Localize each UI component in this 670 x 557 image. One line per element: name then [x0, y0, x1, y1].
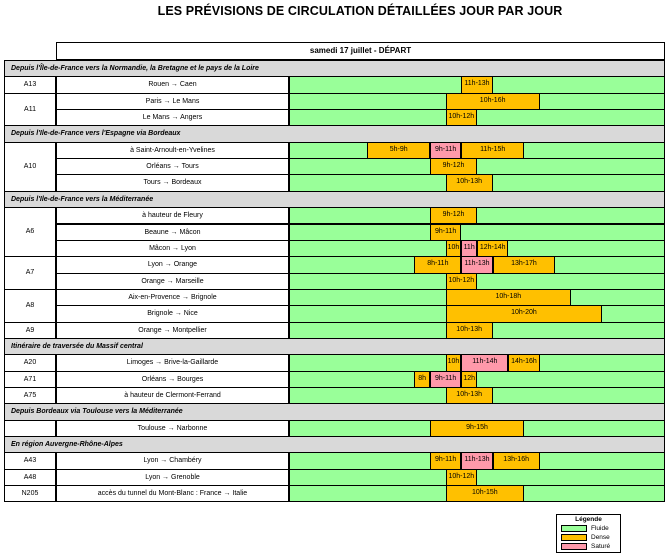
- route-label: à Saint-Arnoult-en-Yvelines: [56, 142, 289, 159]
- traffic-bar: [289, 485, 665, 502]
- traffic-segment-dense: 10h-12h: [446, 470, 477, 485]
- road-label: A71: [4, 371, 56, 388]
- route-label: Orléans → Bourges: [56, 371, 289, 388]
- page-title: LES PRÉVISIONS DE CIRCULATION DÉTAILLÉES JOUR PAR JOUR: [157, 4, 563, 18]
- traffic-segment-dense: 10h-18h: [446, 290, 571, 305]
- traffic-segment-dense: 10h-20h: [446, 306, 603, 321]
- route-label: à hauteur de Clermont-Ferrand: [56, 387, 289, 404]
- road-label: A20: [4, 354, 56, 371]
- traffic-bar: [289, 207, 665, 224]
- road-label: A48: [4, 469, 56, 486]
- route-label: Tours → Bordeaux: [56, 174, 289, 191]
- traffic-segment-sature: 11h: [461, 241, 477, 256]
- traffic-bar: [289, 322, 665, 339]
- road-label: A11: [4, 93, 56, 127]
- route-label: Mâcon → Lyon: [56, 240, 289, 257]
- route-label: Orléans → Tours: [56, 158, 289, 175]
- traffic-bar: [289, 452, 665, 469]
- traffic-segment-dense: 9h-11h: [430, 453, 461, 468]
- traffic-bar: [289, 371, 665, 388]
- legend-item-sature: [557, 542, 620, 551]
- traffic-segment-sature: 11h-13h: [461, 453, 492, 468]
- legend-label: Dense: [591, 534, 610, 541]
- route-label: Lyon → Chambéry: [56, 452, 289, 469]
- road-label: [4, 420, 56, 437]
- traffic-segment-sature: 11h-14h: [461, 355, 508, 370]
- road-label: A7: [4, 256, 56, 290]
- section-title: Depuis l'Île-de-France vers la Normandie, la Bretagne et le pays de la Loire: [4, 60, 665, 77]
- legend-swatch-dense: [561, 534, 587, 541]
- road-label: A75: [4, 387, 56, 404]
- section-title: Depuis Bordeaux via Toulouse vers la Méditerranée: [4, 403, 665, 420]
- traffic-bar: [289, 76, 665, 93]
- traffic-bar: [289, 469, 665, 486]
- route-label: Aix-en-Provence → Brignole: [56, 289, 289, 306]
- traffic-bar: [289, 158, 665, 175]
- traffic-segment-dense: 10h-13h: [446, 175, 493, 190]
- section-title: En région Auvergne-Rhône-Alpes: [4, 436, 665, 453]
- legend-item-dense: [557, 533, 620, 542]
- route-label: à hauteur de Fleury: [56, 207, 289, 224]
- traffic-segment-dense: 8h: [414, 372, 430, 387]
- route-label: Toulouse → Narbonne: [56, 420, 289, 437]
- legend-swatch-sature: [561, 543, 587, 550]
- route-label: Le Mans → Angers: [56, 109, 289, 126]
- legend-item-fluide: [557, 524, 620, 533]
- traffic-segment-dense: 5h-9h: [367, 143, 430, 158]
- traffic-segment-dense: 11h-13h: [461, 77, 492, 92]
- route-label: accès du tunnel du Mont-Blanc : France → Italie: [56, 485, 289, 502]
- route-label: Orange → Montpellier: [56, 322, 289, 339]
- section-title: Depuis l'Ile-de-France vers la Méditerranée: [4, 191, 665, 208]
- section-title: Itinéraire de traversée du Massif central: [4, 338, 665, 355]
- traffic-segment-dense: 9h-11h: [430, 225, 461, 240]
- traffic-bar: [289, 174, 665, 191]
- traffic-segment-sature: 9h-11h: [430, 143, 461, 158]
- traffic-bar: [289, 273, 665, 290]
- traffic-segment-dense: 10h-16h: [446, 94, 540, 109]
- route-label: Paris → Le Mans: [56, 93, 289, 110]
- traffic-bar: [289, 354, 665, 371]
- route-label: Beaune → Mâcon: [56, 224, 289, 241]
- legend-label: Fluide: [591, 525, 609, 532]
- traffic-bar: [289, 420, 665, 437]
- traffic-bar: [289, 387, 665, 404]
- road-label: A13: [4, 76, 56, 93]
- traffic-segment-sature: 11h-13h: [461, 257, 492, 272]
- traffic-segment-dense: 10h: [446, 241, 462, 256]
- traffic-segment-dense: 10h-13h: [446, 388, 493, 403]
- traffic-segment-dense: 10h-15h: [446, 486, 524, 501]
- route-label: Limoges → Brive-la-Gaillarde: [56, 354, 289, 371]
- traffic-bar: [289, 240, 665, 257]
- traffic-segment-dense: 14h-16h: [508, 355, 539, 370]
- legend-label: Saturé: [591, 543, 611, 550]
- traffic-bar: [289, 109, 665, 126]
- route-label: Brignole → Nice: [56, 305, 289, 322]
- traffic-segment-dense: 9h-12h: [430, 208, 477, 223]
- traffic-segment-dense: 10h-12h: [446, 274, 477, 289]
- road-label: A9: [4, 322, 56, 339]
- traffic-bar: [289, 305, 665, 322]
- road-label: A43: [4, 452, 56, 469]
- traffic-bar: [289, 142, 665, 159]
- traffic-segment-dense: 13h-17h: [493, 257, 556, 272]
- section-title: Depuis l'Ile-de-France vers l'Espagne via Bordeaux: [4, 125, 665, 142]
- route-label: Lyon → Grenoble: [56, 469, 289, 486]
- legend-swatch-fluide: [561, 525, 587, 532]
- traffic-segment-dense: 10h: [446, 355, 462, 370]
- traffic-segment-dense: 13h-16h: [493, 453, 540, 468]
- traffic-segment-dense: 10h-12h: [446, 110, 477, 125]
- road-label: A8: [4, 289, 56, 323]
- legend: [556, 514, 621, 553]
- road-label: A10: [4, 142, 56, 192]
- road-label: A6: [4, 207, 56, 257]
- traffic-segment-dense: 9h-15h: [430, 421, 524, 436]
- traffic-bar: [289, 224, 665, 241]
- day-header: samedi 17 juillet - DÉPART: [56, 42, 665, 60]
- traffic-segment-dense: 12h-14h: [477, 241, 508, 256]
- traffic-bar: [289, 256, 665, 273]
- traffic-segment-dense: 12h: [461, 372, 477, 387]
- road-label: N205: [4, 485, 56, 502]
- traffic-bar: [289, 93, 665, 110]
- traffic-segment-dense: 10h-13h: [446, 323, 493, 338]
- route-label: Lyon → Orange: [56, 256, 289, 273]
- traffic-segment-dense: 11h-15h: [461, 143, 524, 158]
- legend-title: Légende: [575, 516, 602, 523]
- traffic-segment-dense: 9h-12h: [430, 159, 477, 174]
- traffic-segment-dense: 8h-11h: [414, 257, 461, 272]
- route-label: Rouen → Caen: [56, 76, 289, 93]
- traffic-segment-sature: 9h-11h: [430, 372, 461, 387]
- traffic-bar: [289, 289, 665, 306]
- route-label: Orange → Marseille: [56, 273, 289, 290]
